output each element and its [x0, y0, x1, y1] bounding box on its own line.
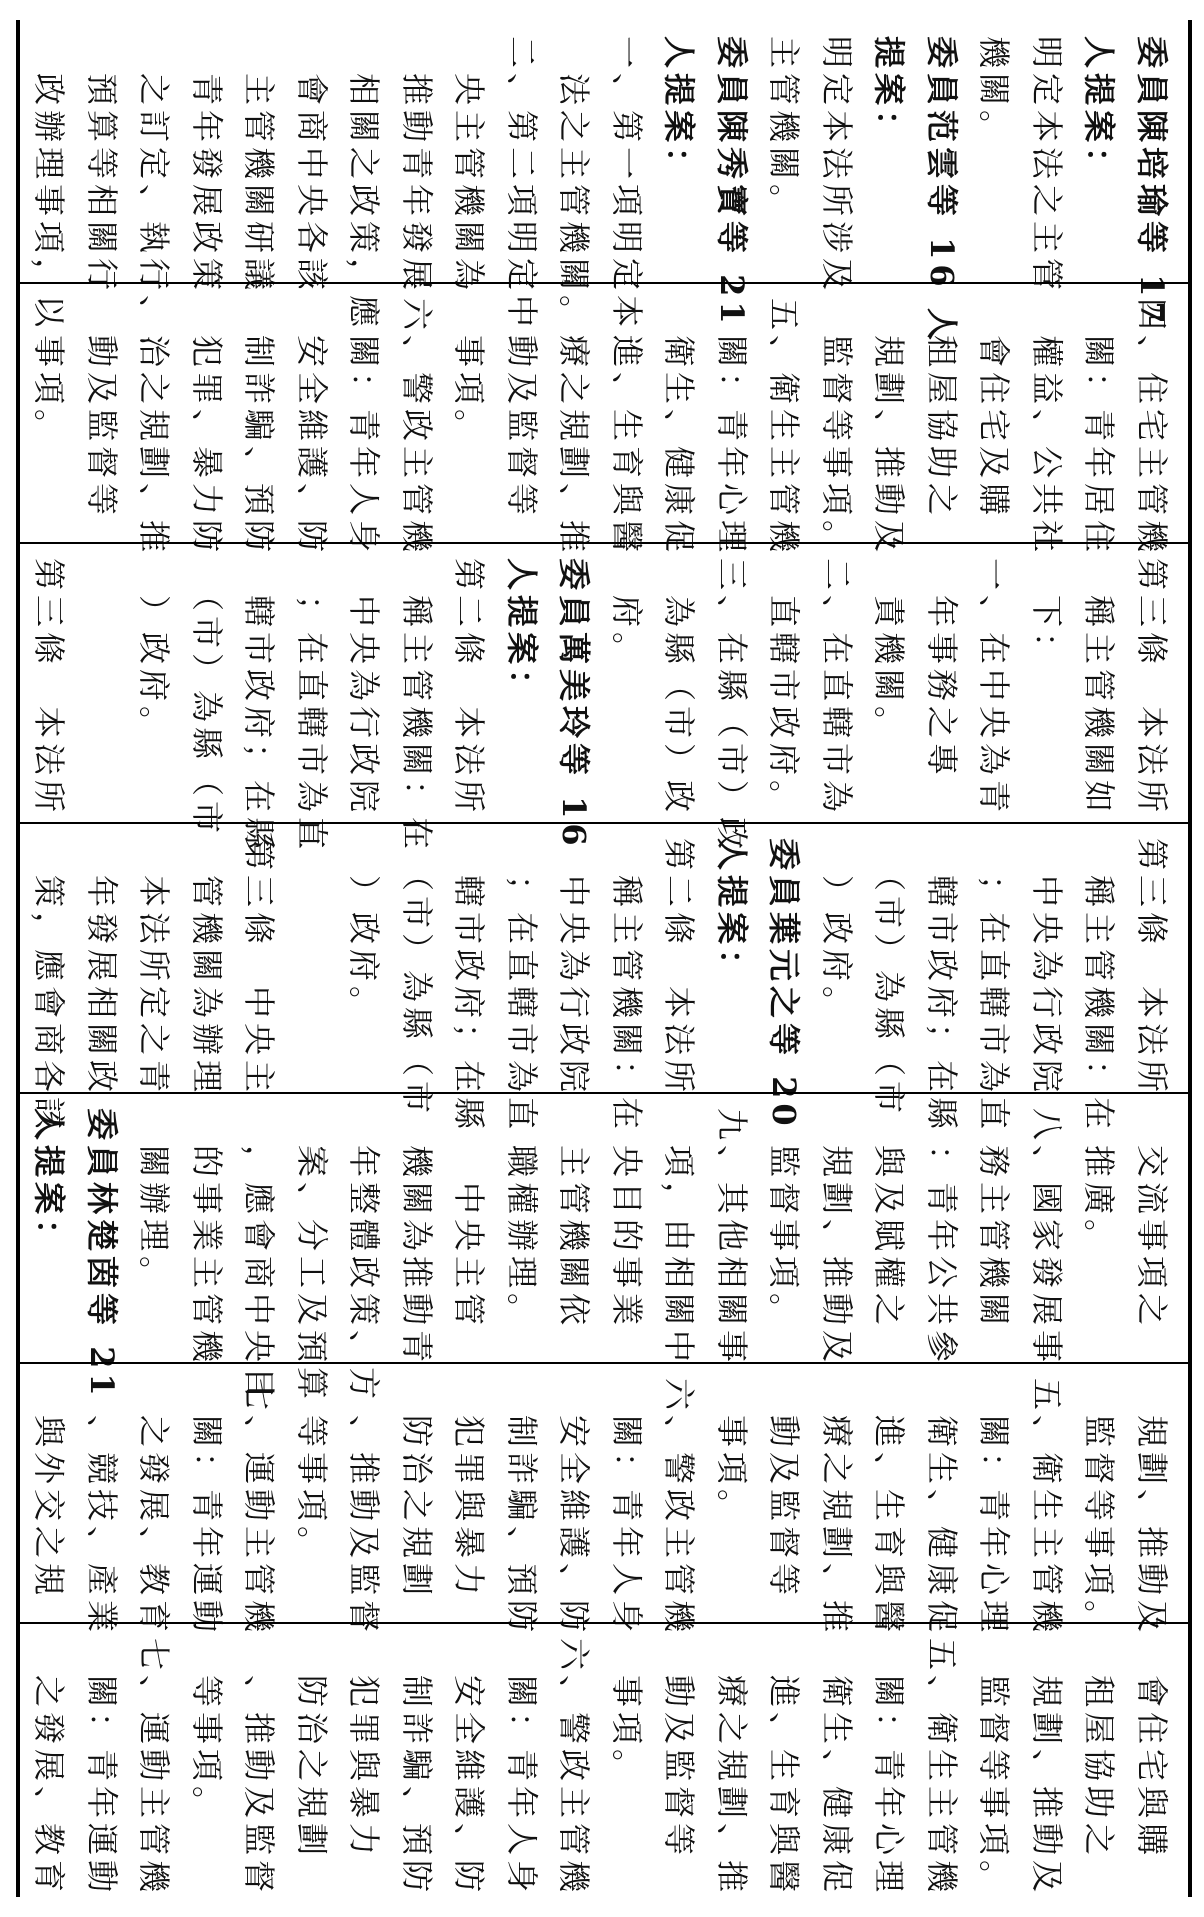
text-line: 央目的事業	[608, 1108, 646, 1331]
text-line: 策，應會商各該	[30, 838, 69, 1135]
text-line: 租屋協助之	[1080, 1638, 1119, 1861]
text-line: 青年發展政策	[188, 36, 226, 296]
table-cell-3	[20, 542, 1188, 855]
text-line: 制詐騙、預防	[398, 1638, 436, 1898]
text-line: 務主管機關	[975, 1108, 1014, 1331]
text-line: 動及監督等	[83, 298, 121, 521]
text-line: 年事務之專	[923, 558, 961, 781]
text-line: 動及監督等	[503, 298, 541, 521]
text-line: 為縣（市）政	[660, 558, 699, 818]
text-line: 年整體政策、方	[345, 1108, 384, 1405]
text-line: 制詐騙、預防	[503, 1378, 541, 1638]
table-cell-4	[20, 822, 1188, 1135]
text-line: ，應會商中央目	[240, 1108, 279, 1405]
text-line: 一、在中央為青	[975, 558, 1014, 818]
text-line: 、推動及監督	[240, 1638, 279, 1898]
text-line: 進、生育與醫	[765, 1638, 804, 1898]
text-line: 防治之規劃	[398, 1378, 436, 1601]
text-line: 主管機關研議	[240, 36, 279, 296]
text-line: 機關為推動青	[398, 1108, 436, 1368]
text-line: 轄市政府；在縣	[240, 558, 279, 855]
text-line: 與及賦權之	[870, 1108, 909, 1331]
text-line: 責機關。	[870, 558, 909, 744]
text-line: 稱主管機關如	[1080, 558, 1119, 818]
text-line: 年發展相關政	[83, 838, 121, 1098]
text-line: （市）為縣（市	[188, 558, 226, 839]
text-line: 項，由相關中	[660, 1108, 699, 1368]
text-line: 制詐騙、預防	[240, 298, 279, 558]
text-line: 轄市政府；在縣	[923, 838, 961, 1135]
text-line: 本法所定之青	[135, 838, 174, 1098]
text-line: 委員陳秀寶等 21	[713, 36, 751, 329]
text-line: 事項。	[608, 1638, 646, 1787]
text-line: 中央為行政院	[345, 558, 384, 818]
text-line: 稱主管機關：在	[398, 558, 436, 855]
text-line: 稱主管機關：在	[608, 838, 646, 1135]
text-line: ：青年公共參	[923, 1108, 961, 1368]
text-line: 法之主管機關。	[555, 36, 594, 333]
text-line: 推廣。	[1080, 1108, 1119, 1257]
text-line: ）政府。	[818, 838, 856, 1024]
text-line: 人提案：	[503, 558, 541, 707]
text-line: 中央為行政院	[555, 838, 594, 1098]
text-line: 療之規劃、推	[713, 1638, 751, 1898]
text-line: 七、運動主管機	[240, 1378, 279, 1638]
text-line: 關：青年人身	[345, 298, 384, 558]
text-line: 規劃、推動及	[1028, 1638, 1066, 1898]
text-line: 之發展、教育	[135, 1378, 174, 1638]
text-line: 衛生、健康促	[660, 298, 699, 558]
text-line: 明定本法之主管	[1028, 36, 1066, 296]
text-line: 關：青年人身	[608, 1378, 646, 1638]
text-line: 主管機關。	[765, 36, 804, 222]
text-line: 關：青年運動	[188, 1378, 226, 1638]
text-line: 之發展、教育	[30, 1638, 69, 1898]
text-line: 九、其他相關事	[713, 1108, 751, 1368]
text-line: 監督事項。	[765, 1108, 804, 1331]
text-line: 委員范雲等 16 人	[923, 36, 961, 345]
text-line: 等事項。	[188, 1638, 226, 1824]
text-line: 委員萬美玲等 16	[555, 558, 594, 851]
text-line: 關：青年居住	[1080, 298, 1119, 558]
text-line: 央主管機關為	[450, 36, 489, 296]
text-line: 下：	[1028, 558, 1066, 670]
text-line: 管機關為辦理	[188, 838, 226, 1098]
text-line: 機關。	[975, 36, 1014, 148]
text-line: 第三條 中央主	[240, 838, 279, 1098]
text-line: 職權辦理。	[503, 1108, 541, 1331]
text-line: 等事項。	[293, 1378, 331, 1564]
text-line: 五、衛生主管機	[923, 1638, 961, 1898]
text-line: 一、第一項明定本	[608, 36, 646, 333]
text-line: 療之規劃、推	[818, 1378, 856, 1638]
text-line: ；在直轄市為直	[975, 838, 1014, 1135]
text-line: 療之規劃、推	[555, 298, 594, 558]
text-line: 委員葉元之等 20	[765, 838, 804, 1131]
text-line: 防治之規劃	[293, 1638, 331, 1861]
text-line: 第三條 本法所	[1133, 838, 1171, 1098]
text-line: 關辦理。	[135, 1108, 174, 1294]
text-line: 中央為行政院	[1028, 838, 1066, 1098]
text-line: 六、警政主管機	[660, 1378, 699, 1638]
text-line: 動及監督等	[765, 1378, 804, 1601]
text-line: 、競技、產業	[83, 1378, 121, 1638]
table-cell-6	[20, 1362, 1188, 1638]
text-line: 、推動及監督	[345, 1378, 384, 1638]
top-rule	[1188, 20, 1192, 1897]
text-line: ）政府。	[345, 838, 384, 1024]
text-line: 安全維護、防	[555, 1378, 594, 1638]
text-line: 規劃、推動及	[870, 298, 909, 558]
text-line: 關：青年心理	[713, 298, 751, 558]
text-line: 相關之政策，應	[345, 36, 384, 333]
text-line: 委員林楚茵等 21	[83, 1108, 121, 1401]
text-line: （市）為縣（市	[870, 838, 909, 1119]
text-line: 規劃、推動及	[1133, 1378, 1171, 1638]
text-line: ；在直轄市為直	[293, 558, 331, 855]
text-line: 會商中央各該	[293, 36, 331, 296]
table-cell-2	[20, 282, 1188, 558]
text-line: 監督等事項。	[1080, 1378, 1119, 1638]
text-line: 八、國家發展事	[1028, 1108, 1066, 1368]
text-line: 人提案：	[660, 36, 699, 185]
text-line: 犯罪與暴力	[450, 1378, 489, 1601]
text-line: 中央主管	[450, 1108, 489, 1331]
text-line: 明定本法所涉及	[818, 36, 856, 296]
text-line: （市）為縣（市	[398, 838, 436, 1119]
text-line: 七、運動主管機	[135, 1638, 174, 1898]
text-line: 直轄市政府。	[765, 558, 804, 818]
text-line: 二、第二項明定中	[503, 36, 541, 333]
text-line: 監督等事項。	[975, 1638, 1014, 1898]
text-line: 第二條 本法所	[450, 558, 489, 818]
text-line: 六、警政主管機	[555, 1638, 594, 1898]
text-line: 交流事項之	[1133, 1108, 1171, 1331]
text-line: 府。	[608, 558, 646, 670]
text-line: 事項。	[713, 1378, 751, 1527]
text-line: 與外交之規	[30, 1378, 69, 1601]
text-line: 犯罪與暴力	[345, 1638, 384, 1861]
text-line: 犯罪、暴力防	[188, 298, 226, 558]
text-line: 提案：	[870, 36, 909, 148]
text-line: ；在直轄市為直	[503, 838, 541, 1135]
text-line: 三、在縣（市）政	[713, 558, 751, 855]
text-line: 人提案：	[1080, 36, 1119, 185]
text-line: 進、生育與醫	[608, 298, 646, 558]
text-line: 之訂定、執行、	[135, 36, 174, 333]
table-cell-7	[20, 1622, 1188, 1898]
text-line: 安全維護、防	[293, 298, 331, 558]
text-line: 轄市政府；在縣	[450, 838, 489, 1135]
text-line: 租屋協助之	[923, 298, 961, 521]
text-line: 的事業主管機	[188, 1108, 226, 1368]
text-line: 衛生、健康促	[923, 1378, 961, 1638]
text-line: 推動青年發展	[398, 36, 436, 296]
text-line: 四、住宅主管機	[1133, 298, 1171, 558]
text-line: 治之規劃、推	[135, 298, 174, 558]
text-line: 會住宅與購	[1133, 1638, 1171, 1861]
text-line: 動及監督等	[660, 1638, 699, 1861]
text-line: 預算等相關行	[83, 36, 121, 296]
text-line: 事項。	[450, 298, 489, 447]
text-line: 安全維護、防	[450, 1638, 489, 1898]
text-line: 衛生、健康促	[818, 1638, 856, 1898]
text-line: 案、分工及預算	[293, 1108, 331, 1405]
text-line: 人提案：	[30, 1108, 69, 1257]
text-line: 關：青年運動	[83, 1638, 121, 1898]
text-line: 五、衛生主管機	[765, 298, 804, 558]
text-line: 稱主管機關：在	[1080, 838, 1119, 1135]
text-line: 會住宅及購	[975, 298, 1014, 521]
text-line: 人提案：	[713, 838, 751, 987]
text-line: 委員陳培瑜等 17	[1133, 36, 1171, 329]
text-line: 第二條 本法所	[660, 838, 699, 1098]
text-line: 關：青年心理	[975, 1378, 1014, 1638]
table-cell-1	[20, 22, 1188, 345]
text-line: 監督等事項。	[818, 298, 856, 558]
text-line: 第三條 本法所	[1133, 558, 1171, 818]
text-line: 二、在直轄市為	[818, 558, 856, 818]
text-line: 進、生育與醫	[870, 1378, 909, 1638]
text-line: 權益、公共社	[1028, 298, 1066, 558]
text-line: 事項。	[30, 298, 69, 447]
text-line: 關：青年心理	[870, 1638, 909, 1898]
text-line: 規劃、推動及	[818, 1108, 856, 1368]
text-line: 第三條 本法所	[30, 558, 69, 818]
text-line: ）政府。	[135, 558, 174, 744]
text-line: 六、警政主管機	[398, 298, 436, 558]
text-line: 關：青年人身	[503, 1638, 541, 1898]
text-line: 主管機關依	[555, 1108, 594, 1331]
text-line: 政辦理事項，以	[30, 36, 69, 333]
text-line: 五、衛生主管機	[1028, 1378, 1066, 1638]
table-cell-5	[20, 1092, 1188, 1405]
